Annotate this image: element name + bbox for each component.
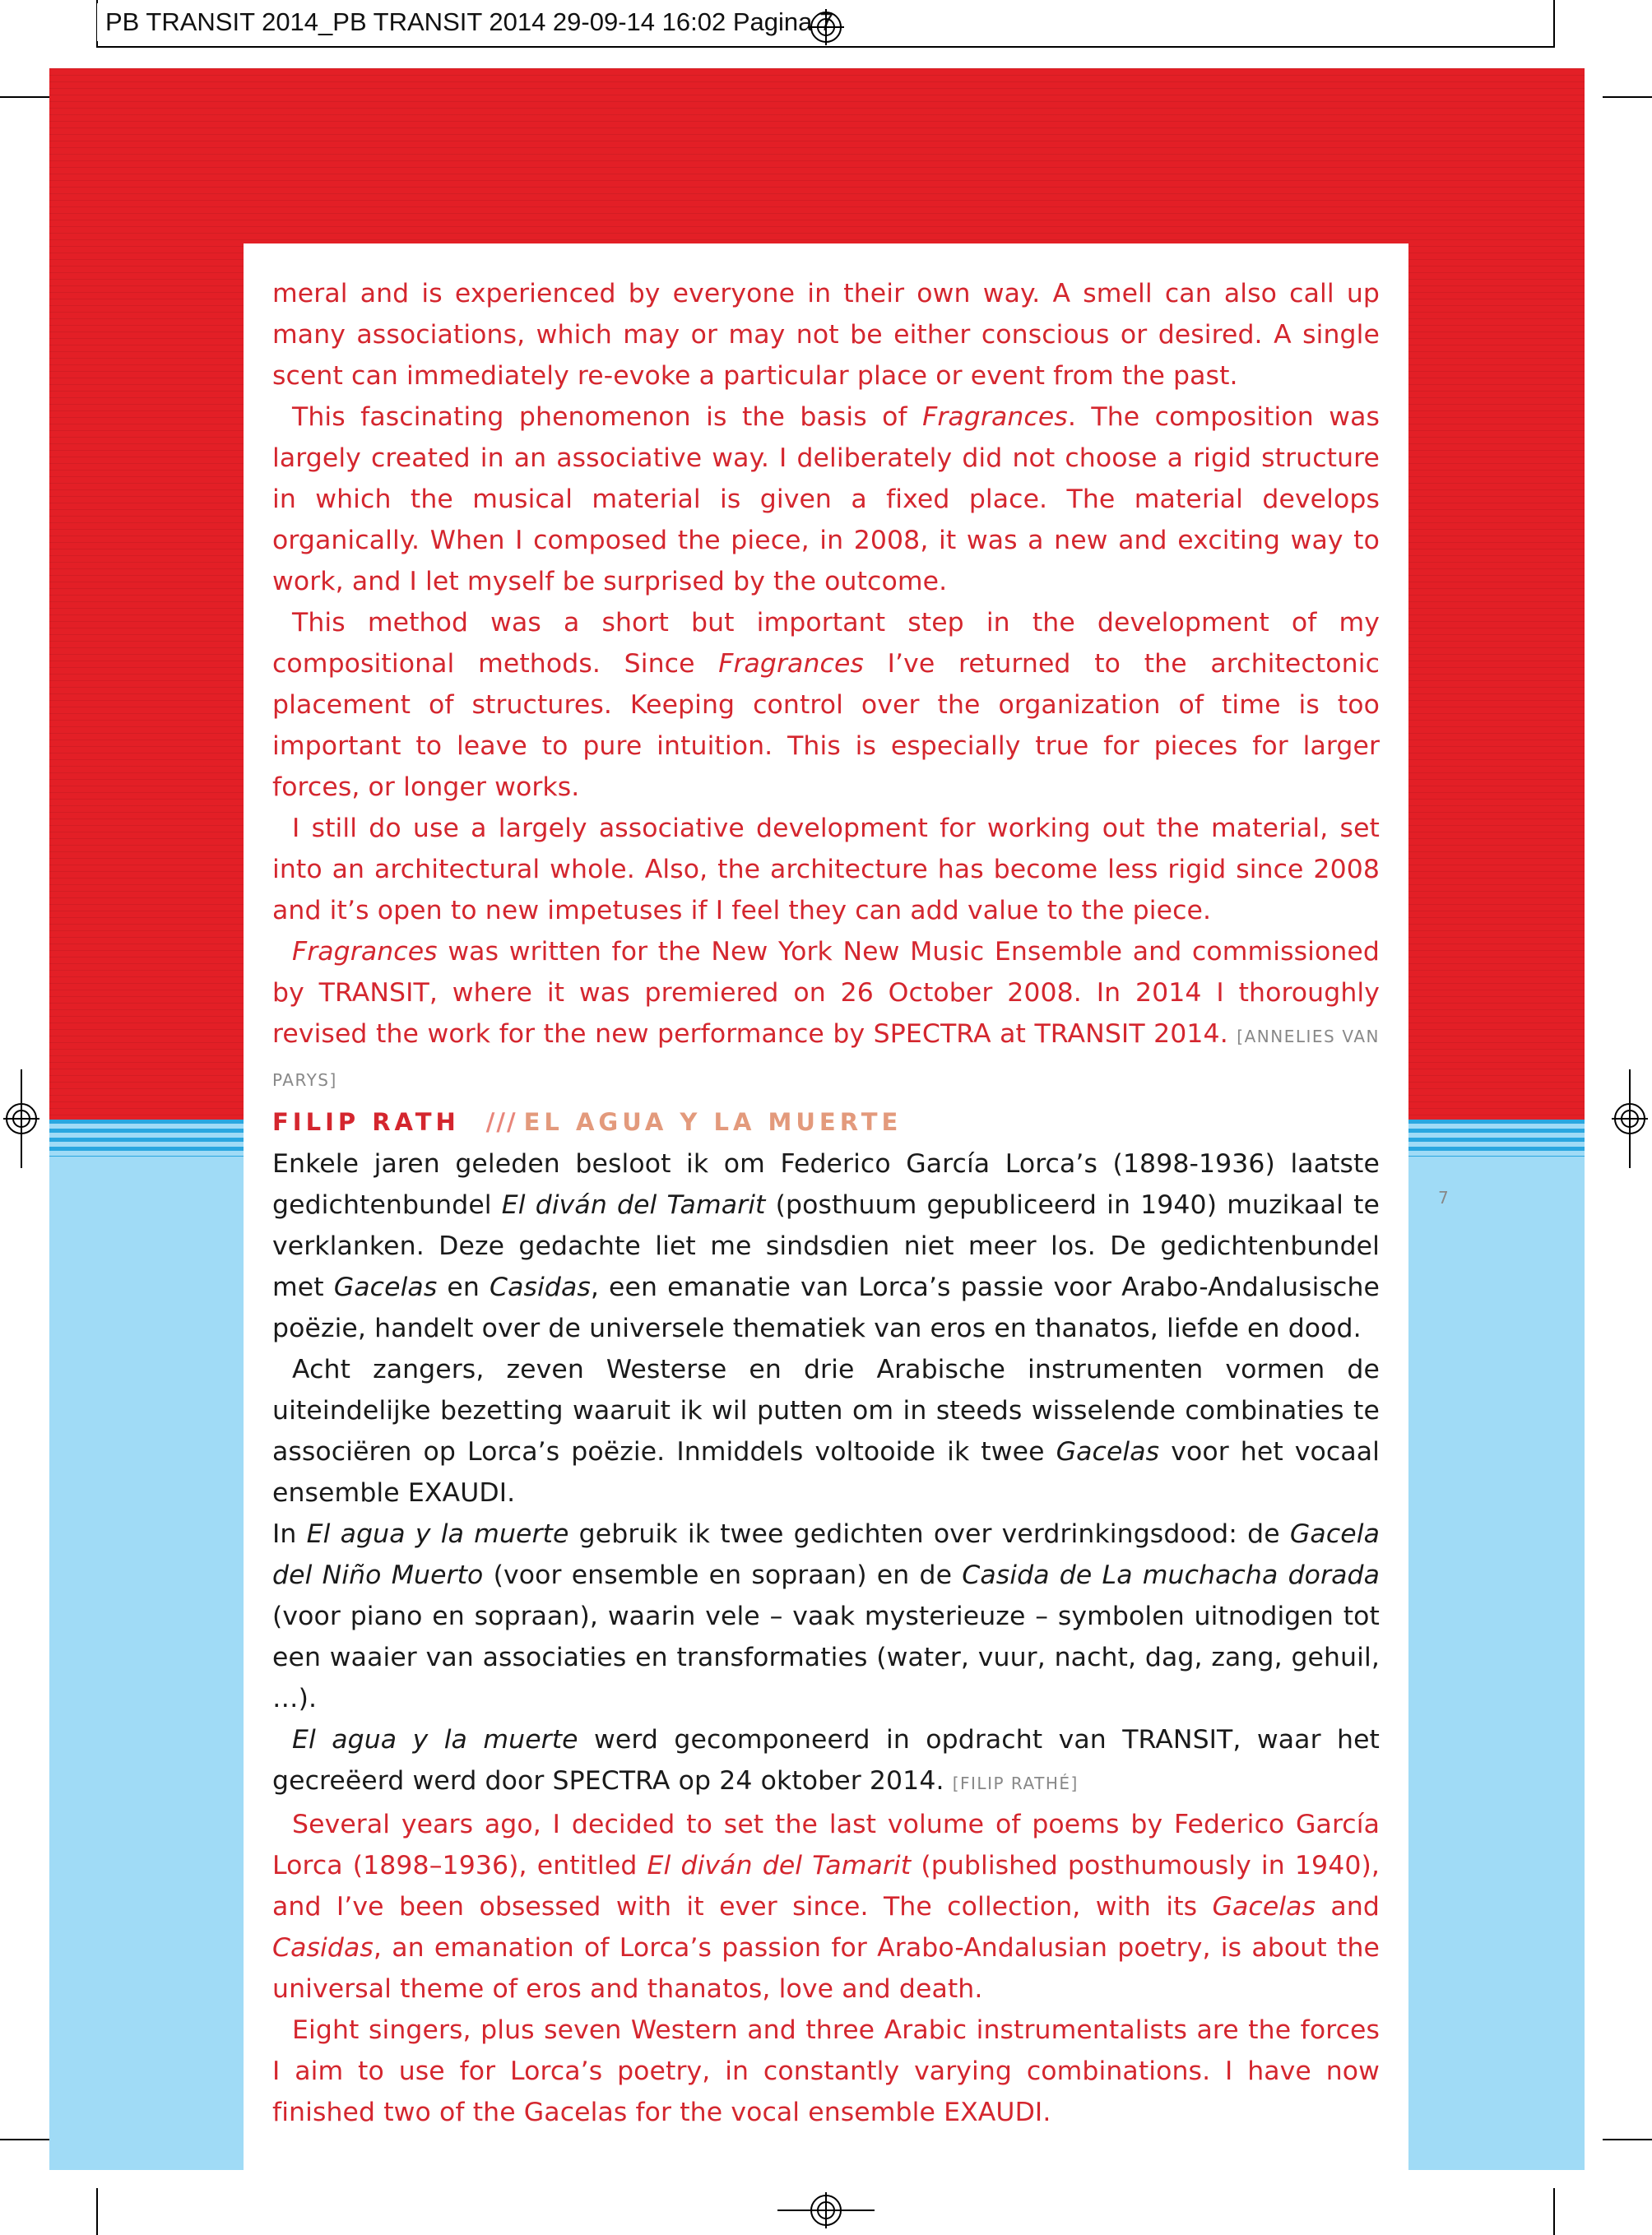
article-body	[272, 273, 1380, 2133]
paragraph: El agua y la muerte werd gecomponeerd in opdracht van TRANSIT, waar het gecreëerd werd door SPECTRA op 24 oktober 2014. [FILIP RATHÉ]	[272, 1725, 1380, 1796]
paragraph: In El agua y la muerte gebruik ik twee gedichten over verdrinkingsdood: de Gacela del Niño Muerto (voor ensemble en sopraan) en de Casida de La muchacha dorada (voor piano en sopraan), waarin vele – vaak mysterieuze – symbolen uitnodigen tot een waaier van associaties en transformaties (water, vuur, nacht, dag, zang, gehuil, …).	[272, 1519, 1380, 1713]
paragraph: This method was a short but important step in the development of my compositional methods. Since Fragrances I’ve returned to the architectonic placement of structures. Keeping control over the organization of time is too important to leave to pure intuition. This is especially true for pieces for larger forces, or longer works.	[272, 608, 1380, 802]
paragraph: Several years ago, I decided to set the last volume of poems by Federico García Lorca (1898–1936), entitled El diván del Tamarit (published posthumously in 1940), and I’ve been obsessed with it ever since. The collection, with its Gacelas and Casidas, an emanation of Lorca’s passion for Arabo-Andalusian poetry, is about the universal theme of eros and thanatos, love and death.	[272, 1810, 1380, 2004]
paragraph: Enkele jaren geleden besloot ik om Federico García Lorca’s (1898-1936) laatste gedichtenbundel El diván del Tamarit (posthuum gepubliceerd in 1940) muzikaal te verklanken. Deze gedachte liet me sindsdien niet meer los. De gedichtenbundel met Gacelas en Casidas, een emanatie van Lorca’s passie voor Arabo-Andalusische poëzie, handelt over de universele thematiek van eros en thanatos, liefde en dood.	[272, 1149, 1381, 1343]
registration-mark-icon	[808, 2192, 844, 2228]
blue-stripes-left	[49, 1120, 244, 1157]
crop-mark	[1553, 2188, 1555, 2235]
paragraph: Fragrances was written for the New York New Music Ensemble and commissioned by TRANSIT, where it was premiered on 26 October 2008. In 2014 I thoroughly revised the work for the new performance by SPECTRA at TRANSIT 2014. [ANNELIES VAN PARYS]	[272, 937, 1380, 1090]
crop-mark	[96, 2188, 98, 2235]
registration-mark-icon	[3, 1101, 39, 1137]
work-title: EL AGUA Y LA MUERTE	[523, 1108, 903, 1136]
paragraph: Eight singers, plus seven Western and three Arabic instrumentalists are the forces I aim to use for Lorca’s poetry, in constantly varying combinations. I have now finished two of the Gacelas for the vocal ensemble EXAUDI.	[272, 2015, 1380, 2127]
crop-mark	[0, 96, 49, 98]
registration-mark-icon	[808, 9, 844, 45]
author-credit: [ANNELIES VAN PARYS]	[272, 1027, 1380, 1090]
author-credit: [FILIP RATHÉ]	[952, 1774, 1079, 1793]
composer-name: FILIP RATH	[272, 1108, 460, 1136]
crop-mark	[1603, 96, 1652, 98]
registration-mark-icon	[1612, 1101, 1648, 1137]
paragraph: This fascinating phenomenon is the basis of Fragrances. The composition was largely created in an associative way. I deliberately did not choose a rigid structure in which the musical material is given a fixed place. The material develops organically. When I composed the piece, in 2008, it was a new and exciting way to work, and I let myself be surprised by the outcome.	[272, 402, 1380, 596]
paragraph: meral and is experienced by everyone in their own way. A smell can also call up many associations, which may or may not be either conscious or desired. A single scent can immediately re-evoke a particular place or event from the past.	[272, 279, 1380, 391]
page-number: 7	[1438, 1188, 1449, 1208]
blue-stripes-right	[1408, 1120, 1585, 1157]
heading-separator: ///	[485, 1108, 517, 1136]
section-heading	[272, 1101, 1380, 1143]
paragraph: Acht zangers, zeven Westerse en drie Arabische instrumenten vormen de uiteindelijke bezetting waaruit ik wil putten om in steeds wisselende combinaties te associëren op Lorca’s poëzie. Inmiddels voltooide ik twee Gacelas voor het vocaal ensemble EXAUDI.	[272, 1355, 1380, 1508]
slug-line: PB TRANSIT 2014_PB TRANSIT 2014 29-09-14 16:02 Pagina 7	[97, 3, 842, 41]
crop-mark	[0, 2139, 49, 2140]
paragraph: I still do use a largely associative development for working out the material, set into an architectural whole. Also, the architecture has become less rigid since 2008 and it’s open to new impetuses if I feel they can add value to the piece.	[272, 814, 1380, 925]
crop-mark	[1603, 2139, 1652, 2140]
